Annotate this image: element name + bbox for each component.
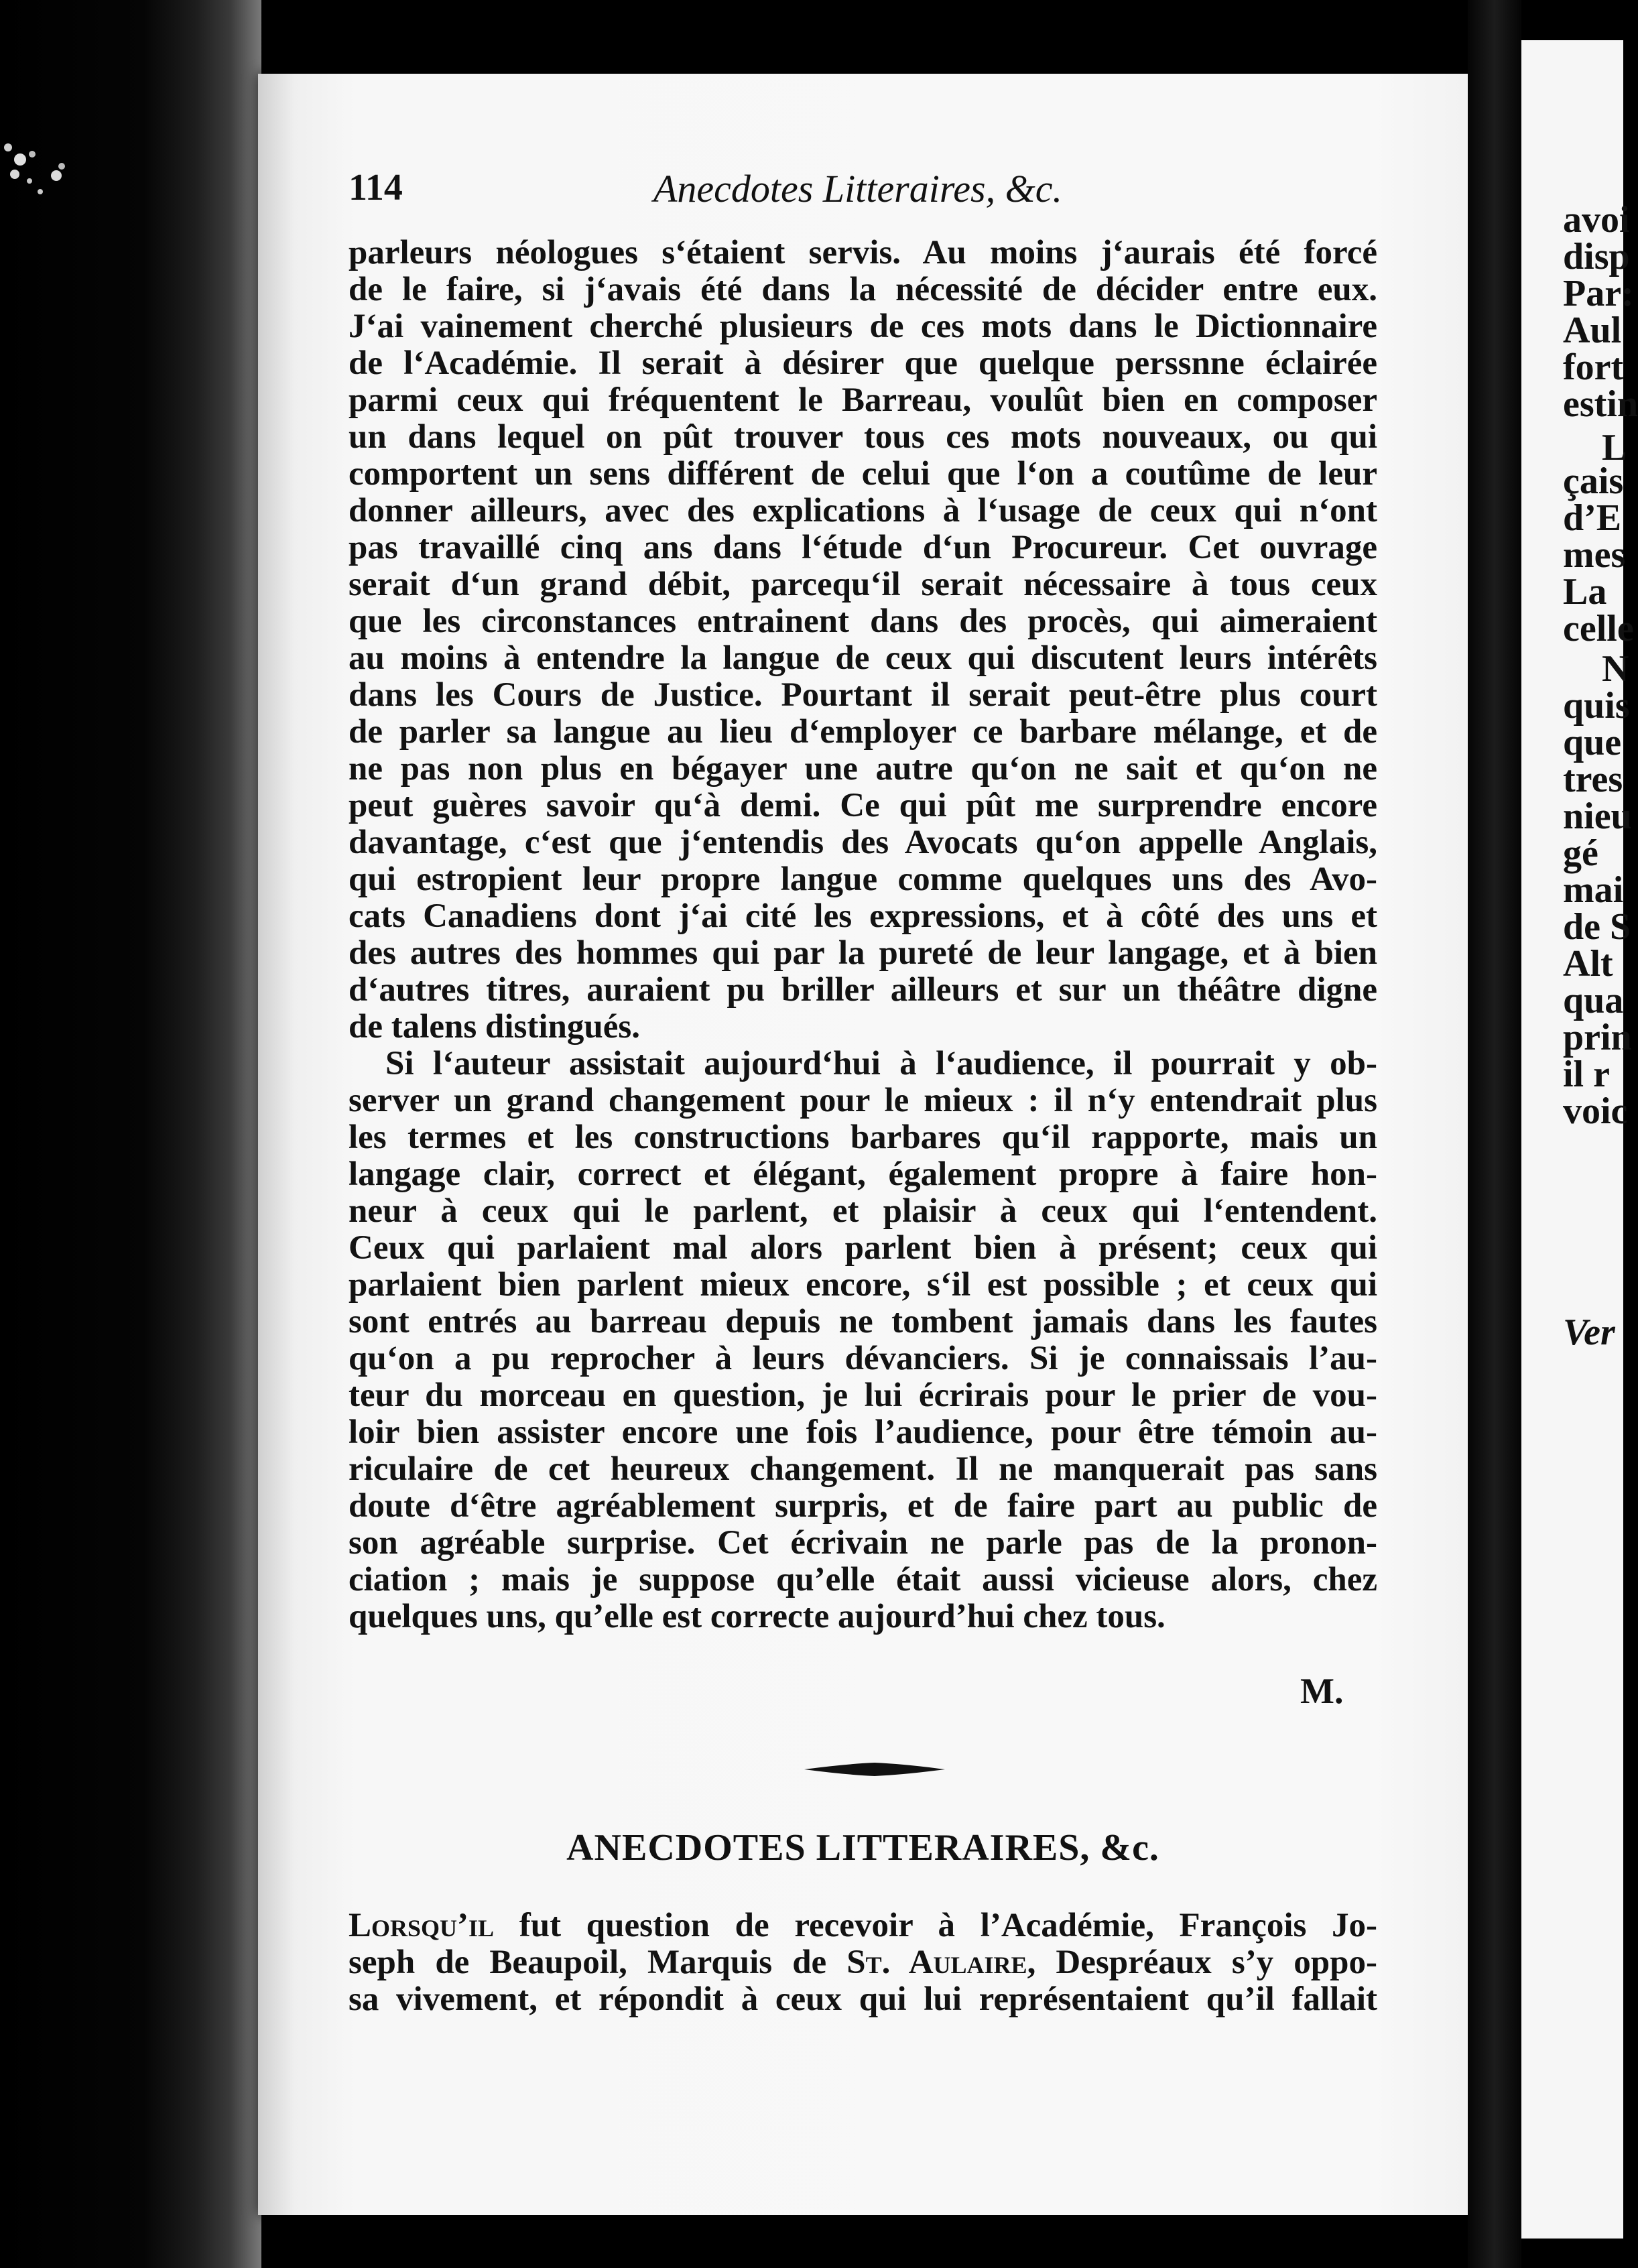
text-line: que les circonstances entrainent dans des procès, qui aimeraient [349, 603, 1377, 640]
text-line: cats Canadiens dont j‘ai cité les expressions, et à côté des uns et [349, 897, 1377, 935]
facing-page-fragment: disp [1563, 236, 1630, 277]
section-line-2 [349, 1946, 1377, 1980]
signature: M. [1300, 1671, 1344, 1711]
running-head: Anecdotes Litteraires, &c. [653, 167, 1062, 210]
text-line: donner ailleurs, avec des explications à l‘usage de ceux qui n‘ont [349, 492, 1377, 529]
text-line: J‘ai vainement cherché plusieurs de ces mots dans le Dictionnaire [349, 308, 1377, 345]
lead-word: Lorsqu’il [349, 1907, 495, 1944]
text-line: neur à ceux qui le parlent, et plaisir à ceux qui l‘entendent. [349, 1192, 1377, 1230]
text-line: quelques uns, qu’elle est correcte aujourd’hui chez tous. [349, 1598, 1166, 1635]
page-header [349, 166, 1374, 213]
text-line: riculaire de cet heureux changement. Il ne manquerait pas sans [349, 1450, 1377, 1488]
facing-page-fragment: Par: [1563, 273, 1634, 314]
text-line: dans les Cours de Justice. Pourtant il serait peut-être plus court [349, 676, 1377, 714]
text-line: ne pas non plus en bégayer une autre qu‘on ne sait et qu‘on ne [349, 750, 1377, 788]
text-line: son agréable surprise. Cet écrivain ne parle pas de la pronon- [349, 1524, 1377, 1562]
facing-page-fragment: voic [1563, 1090, 1628, 1132]
facing-page-fragment: qua [1563, 980, 1624, 1021]
facing-page-fragment: celle [1563, 608, 1634, 649]
text-line: server un grand changement pour le mieux : il n‘y entendrait plus [349, 1082, 1377, 1119]
facing-page-fragment: que [1563, 722, 1622, 763]
facing-page-fragment: d’E [1563, 497, 1622, 539]
text-line: ciation ; mais je suppose qu’elle était aussi vicieuse alors, chez [349, 1561, 1377, 1598]
facing-page-fragment: avoi [1563, 199, 1630, 241]
facing-page-fragment: Aul [1563, 310, 1622, 351]
facing-page-fragment: de S [1563, 906, 1631, 948]
facing-page-fragment: estin [1563, 383, 1638, 425]
divider-ornament [804, 1761, 945, 1777]
text-line: de le faire, si j‘avais été dans la nécessité de décider entre eux. [349, 271, 1377, 308]
section-line-1 [349, 1909, 1377, 1943]
text-line: de talens distingués. [349, 1008, 640, 1046]
facing-page-fragment: quis [1563, 685, 1630, 727]
text-line: langage clair, correct et élégant, également propre à faire hon- [349, 1155, 1377, 1193]
text-line: de l‘Académie. Il serait à désirer que quelque perssnne éclairée [349, 344, 1377, 382]
page-number: 114 [349, 167, 403, 208]
facing-page-fragment: fort [1563, 346, 1624, 388]
text-line: sont entrés au barreau depuis ne tombent jamais dans les fautes [349, 1303, 1377, 1340]
text-line: un dans lequel on pût trouver tous ces mots nouveaux, ou qui [349, 418, 1377, 456]
facing-page-fragment: çais [1563, 460, 1624, 502]
facing-page-fragment: il r [1563, 1054, 1610, 1095]
page-gutter [1468, 0, 1521, 2268]
section-line-2-a: seph de Beaupoil, Marquis de [349, 1944, 847, 1981]
book-binding-shadow [0, 0, 261, 2268]
text-line: comportent un sens différent de celui que l‘on a coutûme de leur [349, 455, 1377, 493]
section-line-1-text: fut question de recevoir à l’Académie, François Jo- [494, 1907, 1377, 1944]
section-line-3: sa vivement, et répondit à ceux qui lui représentaient qu’il fallait [349, 1980, 1377, 2018]
text-line: parlaient bien parlent mieux encore, s‘il est possible ; et ceux qui [349, 1266, 1377, 1304]
facing-page-fragment: Ver [1563, 1312, 1615, 1353]
text-line: serait d‘un grand débit, parcequ‘il serait nécessaire à tous ceux [349, 566, 1377, 603]
text-line: Si l‘auteur assistait aujourd‘hui à l‘audience, il pourrait y ob- [385, 1045, 1377, 1082]
text-line: pas travaillé cinq ans dans l‘étude d‘un Procureur. Cet ouvrage [349, 529, 1377, 566]
section-line-2-b: , Despréaux s’y oppo- [1027, 1944, 1377, 1981]
text-line: parmi ceux qui fréquentent le Barreau, voulût bien en composer [349, 381, 1377, 419]
facing-page-fragment: L [1602, 427, 1627, 468]
text-line: doute d‘être agréablement surpris, et de faire part au public de [349, 1487, 1377, 1525]
text-line: des autres des hommes qui par la pureté de leur langage, et à bien [349, 934, 1377, 972]
facing-page-fragment: gé [1563, 832, 1598, 874]
text-line: peut guères savoir qu‘à demi. Ce qui pût me surprendre encore [349, 787, 1377, 824]
text-line: qu‘on a pu reprocher à leurs dévanciers. Si je connaissais l’au- [349, 1340, 1377, 1377]
facing-page-fragment: Alt [1563, 943, 1613, 985]
facing-page-fragment: mai [1563, 869, 1624, 911]
facing-page-fragment: N [1602, 648, 1629, 690]
facing-page-fragment: nieu [1563, 796, 1632, 837]
facing-page-fragment: tres [1563, 759, 1623, 800]
scan-specks [0, 127, 74, 248]
facing-page-fragment: La [1563, 571, 1607, 613]
text-line: d‘autres titres, auraient pu briller ailleurs et sur un théâtre digne [349, 971, 1377, 1009]
facing-page-fragment: prin [1563, 1017, 1632, 1058]
text-line: les termes et les constructions barbares qu‘il rapporte, mais un [349, 1119, 1377, 1156]
section-title: ANECDOTES LITTERAIRES, &c. [566, 1827, 1159, 1869]
text-line: qui estropient leur propre langue comme quelques uns des Avo- [349, 861, 1377, 898]
person-name: St. Aulaire [846, 1944, 1027, 1981]
text-line: parleurs néologues s‘étaient servis. Au moins j‘aurais été forcé [349, 234, 1377, 271]
text-line: de parler sa langue au lieu d‘employer ce barbare mélange, et de [349, 713, 1377, 751]
text-line: teur du morceau en question, je lui écrirais pour le prier de vou- [349, 1377, 1377, 1414]
text-line: Ceux qui parlaient mal alors parlent bien à présent; ceux qui [349, 1229, 1377, 1267]
text-line: au moins à entendre la langue de ceux qui discutent leurs intérêts [349, 639, 1377, 677]
text-line: loir bien assister encore une fois l’audience, pour être témoin au- [349, 1413, 1377, 1451]
facing-page-fragment: mes [1563, 534, 1626, 576]
text-line: davantage, c‘est que j‘entendis des Avocats qu‘on appelle Anglais, [349, 824, 1377, 861]
facing-page [1521, 40, 1638, 2239]
